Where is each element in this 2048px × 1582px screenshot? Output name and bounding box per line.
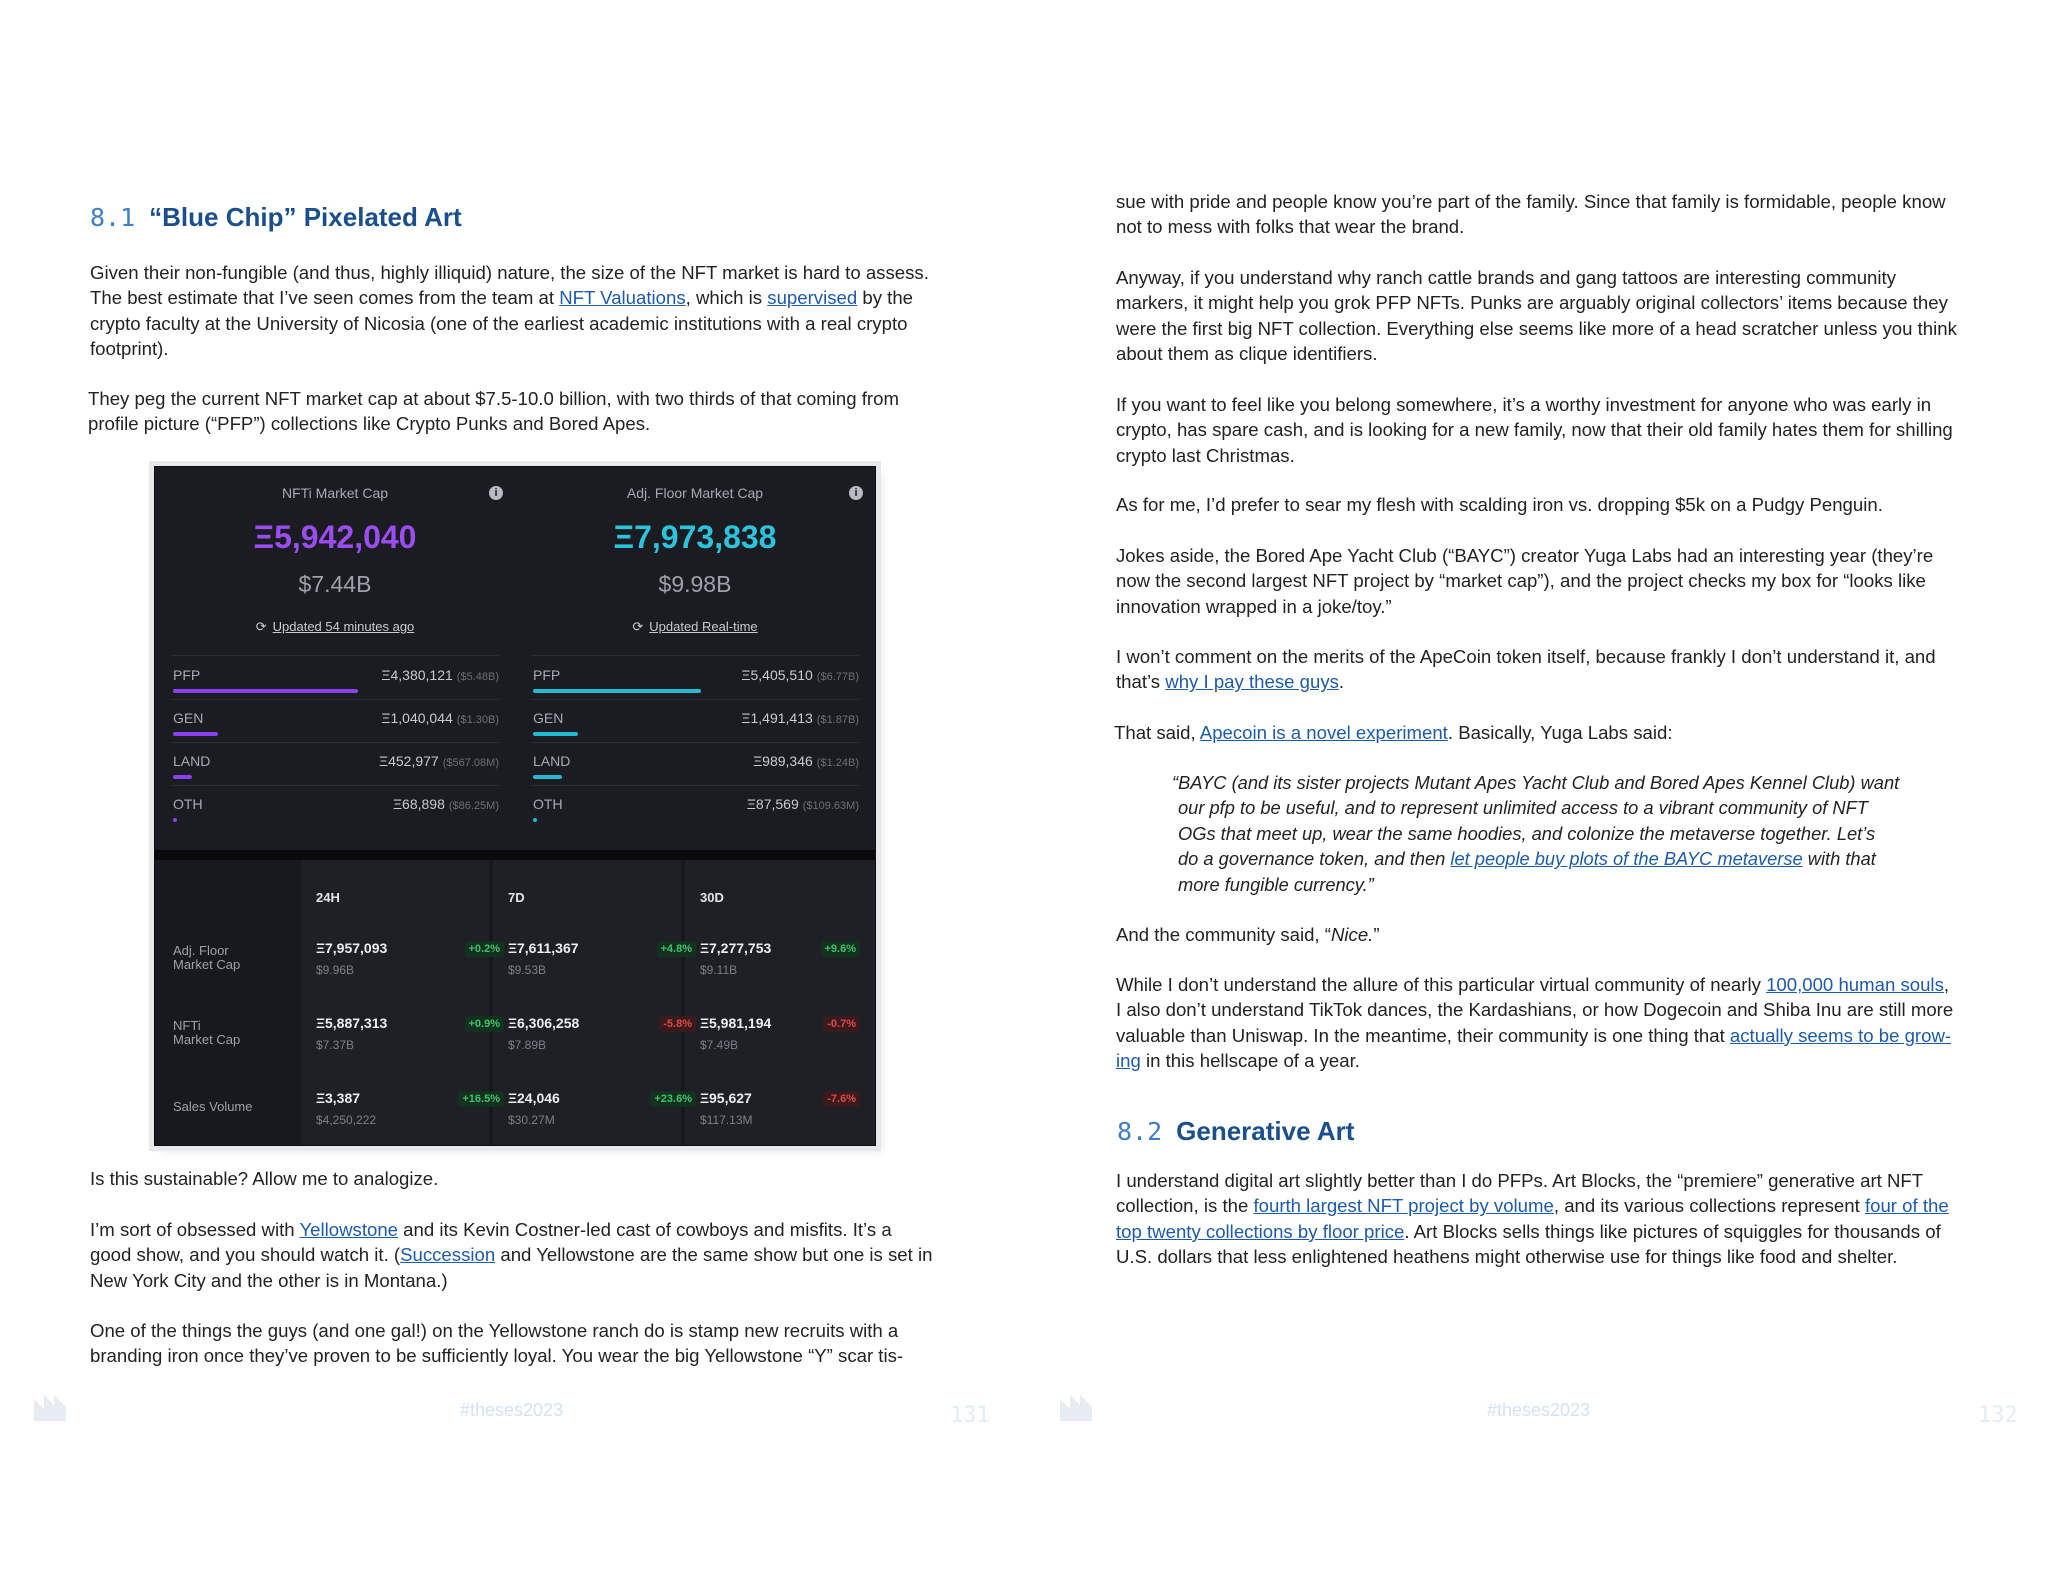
paragraph-yellowstone [90,1217,940,1293]
updated-text: Updated Real-time [649,619,758,634]
share-bar-fill [173,818,177,822]
text: While I don’t understand the allure of this particular virtual community of nearly [1116,974,1767,995]
row-usd: ($86.25M) [448,800,499,812]
share-bar-track [173,732,497,736]
row-value [747,796,859,812]
text: and Yellowstone are the same show but one is set in [495,1244,933,1266]
text: innovation wrapped in a joke/toy.” [1116,595,1392,617]
row-label: LAND [533,753,571,769]
cell-eth-value: Ξ24,046 [508,1090,560,1106]
cell-usd-value: $9.53B [508,963,547,977]
change-badge-down: -0.7% [823,1016,860,1032]
row-usd: ($109.63M) [802,800,859,812]
change-badge-up: +9.6% [821,941,861,957]
growing-link[interactable]: actually seems to be grow- [1729,1024,1952,1046]
text: about them as clique identifiers. [1116,343,1378,365]
text: Anyway, if you understand why ranch cattle brands and gang tattoos are interesting community [1116,267,1896,288]
brand-logo-icon [32,1393,68,1423]
row-label: LAND [173,753,211,769]
row-label: GEN [173,710,204,726]
footer-hashtag: #theses2023 [460,1400,564,1420]
updated-text: Updated 54 minutes ago [272,619,415,634]
divider [171,785,499,786]
nfti-market-cap-panel [155,467,515,850]
share-bar-fill [173,775,192,779]
panel-title: Adj. Floor Market Cap [626,485,764,501]
cell-usd-value: $7.49B [700,1038,739,1052]
paragraph-pudgy [1116,492,1996,517]
text: I understand digital art slightly better than I do PFPs. Art Blocks, the “premiere” generative art NFT [1116,1170,1924,1191]
panel-usd-value: $9.98B [658,571,732,597]
share-bar-fill [173,732,218,736]
row-eth: Ξ5,405,510 [741,667,813,683]
text: , [1943,974,1950,995]
text: markers, it might help you grok PFP NFTs. Punks are arguably original collectors’ items because they [1116,292,1948,314]
adj-floor-market-cap-panel [515,467,875,850]
row-eth: Ξ1,040,044 [381,710,453,726]
section-number: 8.1 [90,203,136,232]
share-bar-track [173,775,497,779]
text: Is this sustainable? Allow me to analogize. [90,1168,439,1189]
page-number: 131 [950,1403,990,1428]
row-value [381,667,499,683]
row-usd: ($567.08M) [442,757,499,769]
paragraph-belong [1116,392,1996,468]
row-eth: Ξ68,898 [392,796,445,812]
text: . Art Blocks sells things like pictures of squiggles for thousands of [1404,1220,1941,1242]
text: And the community said, “ [1116,924,1331,945]
text: now the second largest NFT project by “market cap”), and the project checks my box for “looks like [1116,570,1926,592]
text: “BAYC (and its sister projects Mutant Apes Yacht Club and Bored Apes Kennel Club) want [1172,772,1900,793]
cell-eth-value: Ξ7,611,367 [508,940,579,956]
section-title: “Blue Chip” Pixelated Art [149,202,462,232]
cell-eth-value: Ξ5,981,194 [700,1015,772,1031]
paragraph-branding [90,1318,940,1369]
cell-usd-value: $4,250,222 [316,1113,377,1127]
text: branding iron once they’ve proven to be sufficiently loyal. You wear the big Yellowstone “Y” scar tis- [90,1345,904,1367]
text: crypto last Christmas. [1116,444,1295,466]
panel-title: NFTi Market Cap [281,485,389,501]
text: They peg the current NFT market cap at about $7.5-10.0 billion, with two thirds of that coming from [88,388,899,409]
text: Given their non-fungible (and thus, highly illiquid) nature, the size of the NFT market is hard to assess. [90,262,929,283]
nft-market-dashboard [154,466,876,1146]
fourth-largest-link[interactable]: fourth largest NFT project by volume [1253,1195,1554,1217]
text: crypto faculty at the University of Nicosia (one of the earliest academic institutions with a real crypto [90,312,908,334]
column-header-30d: 30D [700,890,724,905]
share-bar-fill [533,689,701,693]
text: . [1338,671,1345,693]
row-label: PFP [533,667,561,683]
divider [171,655,499,656]
text: As for me, I’d prefer to sear my flesh with scalding iron vs. dropping $5k on a Pudgy Penguin. [1116,494,1883,515]
bayc-metaverse-link[interactable]: let people buy plots of the BAYC metaverse [1450,848,1803,870]
change-badge-up: +4.8% [657,941,697,957]
divider [531,655,859,656]
cell-eth-value: Ξ5,887,313 [316,1015,388,1031]
text: with that [1802,848,1876,870]
text: by the [857,287,914,309]
text: valuable than Uniswap. In the meantime, their community is one thing that [1116,1024,1730,1046]
change-badge-down: -5.8% [659,1016,696,1032]
text: OGs that meet up, wear the same hoodies, and colonize the metaverse together. Let’s [1178,822,1876,844]
text: , which is [685,287,768,309]
table-row-label: NFTi Market Cap [173,1018,241,1047]
change-badge-up: +0.2% [465,941,505,957]
panel-eth-value: Ξ7,973,838 [613,519,777,555]
text: , and its various collections represent [1553,1195,1865,1217]
row-value [753,753,859,769]
text: Nice. [1330,924,1374,945]
share-bar-track [533,732,857,736]
paragraph-market-cap [88,386,938,437]
column-header-24h: 24H [316,890,340,905]
refresh-icon: ⟳ [632,619,644,634]
share-bar-track [173,689,497,693]
text: not to mess with folks that wear the brand. [1116,216,1465,238]
divider [171,699,499,700]
share-bar-track [533,818,857,822]
row-label: OTH [533,796,563,812]
cell-eth-value: Ξ7,957,093 [316,940,388,956]
row-eth: Ξ452,977 [379,753,439,769]
row-eth: Ξ989,346 [753,753,813,769]
row-usd: ($1.30B) [456,714,499,726]
divider [531,785,859,786]
cell-eth-value: Ξ7,277,753 [700,940,772,956]
text: I’m sort of obsessed with [90,1219,300,1240]
text: I also don’t understand TikTok dances, the Kardashians, or how Dogecoin and Shiba Inu are still more [1116,999,1954,1021]
human-souls-link[interactable]: 100,000 human souls [1766,974,1944,995]
text: sue with pride and people know you’re part of the family. Since that family is formidable, people know [1116,191,1946,212]
text: U.S. dollars that less enlightened heathens might otherwise use for things like food and shelter. [1116,1246,1898,1268]
change-badge-up: +0.9% [465,1016,505,1032]
paragraph-cattle-brands [1116,265,1996,367]
divider [171,742,499,743]
cell-usd-value: $9.96B [316,963,355,977]
text: crypto, has spare cash, and is looking for a new family, now that their old family hates them for shilling [1116,419,1953,441]
text: good show, and you should watch it. ( [90,1244,401,1266]
text: New York City and the other is in Montana.) [90,1269,448,1291]
row-label: PFP [173,667,201,683]
four-of-the-link[interactable]: four of the [1864,1195,1949,1217]
share-bar-track [173,818,497,822]
divider [531,699,859,700]
row-value [741,710,859,726]
row-usd: ($1.24B) [816,757,859,769]
row-usd: ($1.87B) [816,714,859,726]
blockquote-yuga [1172,770,1972,897]
section-title: Generative Art [1176,1116,1355,1146]
row-eth: Ξ87,569 [746,796,799,812]
cell-usd-value: $117.13M [700,1113,753,1127]
text: ” [1373,924,1380,945]
cell-usd-value: $9.11B [700,963,738,977]
text: footprint). [90,338,169,360]
change-badge-up: +16.5% [458,1091,504,1107]
row-value [381,710,499,726]
change-badge-down: -7.6% [823,1091,860,1107]
text: and its Kevin Costner-led cast of cowboys and misfits. It’s a [398,1219,892,1240]
section-number: 8.2 [1117,1117,1163,1146]
text: collection, is the [1116,1195,1254,1217]
updated-link[interactable] [155,619,515,635]
text: One of the things the guys (and one gal!) on the Yellowstone ranch do is stamp new recruits with a [90,1320,899,1341]
paragraph-nice [1116,922,1996,947]
share-bar-fill [533,775,562,779]
cell-usd-value: $7.89B [508,1038,547,1052]
page-number: 132 [1978,1403,2018,1428]
paragraph-apecoin [1116,644,1996,695]
row-eth: Ξ4,380,121 [381,667,453,683]
row-label: GEN [533,710,564,726]
updated-link[interactable] [515,619,875,635]
text: The best estimate that I’ve seen comes from the team at [90,287,560,309]
row-value [393,796,499,812]
table-row-label: Sales Volume [173,1099,253,1114]
text: . Basically, Yuga Labs said: [1447,722,1673,743]
text: I won’t comment on the merits of the ApeCoin token itself, because frankly I don’t understand it, and [1116,646,1936,667]
text: in this hellscape of a year. [1140,1050,1360,1072]
divider [531,742,859,743]
row-eth: Ξ1,491,413 [741,710,813,726]
section-heading-8-2 [1117,1116,1354,1147]
succession-link[interactable]: Succession [400,1244,496,1266]
share-bar-track [533,689,857,693]
cell-usd-value: $30.27M [508,1113,555,1127]
text: That said, [1114,722,1200,743]
text: were the first big NFT collection. Everything else seems like more of a head scratcher unless you think [1116,317,1957,339]
nft-valuations-link[interactable]: NFT Valuations [559,287,686,309]
change-table [155,860,875,1145]
yellowstone-link[interactable]: Yellowstone [299,1219,399,1240]
top-twenty-link[interactable]: top twenty collections by floor price [1116,1220,1405,1242]
paragraph-that-said [1114,720,1994,745]
why-i-pay-link[interactable]: why I pay these guys [1165,671,1339,693]
paragraph-market-size [90,260,940,362]
text: our pfp to be useful, and to represent unlimited access to a vibrant community of NFT [1178,797,1868,819]
table-row-label: Adj. Floor Market Cap [173,943,241,972]
paragraph-community [1116,972,1996,1074]
row-usd: ($6.77B) [816,671,859,683]
text: do a governance token, and then [1178,848,1451,870]
cell-eth-value: Ξ3,387 [316,1090,361,1106]
row-label: OTH [173,796,203,812]
paragraph-family [1116,189,1996,240]
share-bar-fill [533,818,537,822]
text: Jokes aside, the Bored Ape Yacht Club (“BAYC”) creator Yuga Labs had an interesting year (they’re [1116,545,1934,566]
growing-link-cont[interactable]: ing [1116,1050,1141,1072]
row-value [741,667,859,683]
refresh-icon: ⟳ [255,619,267,634]
panel-eth-value: Ξ5,942,040 [253,519,417,555]
text: profile picture (“PFP”) collections like Crypto Punks and Bored Apes. [88,413,651,435]
text: that’s [1116,671,1166,693]
row-usd: ($5.48B) [456,671,499,683]
apecoin-experiment-link[interactable]: Apecoin is a novel experiment [1199,722,1448,743]
footer-hashtag: #theses2023 [1487,1400,1591,1420]
section-heading-8-1 [90,202,462,233]
text: If you want to feel like you belong somewhere, it’s a worthy investment for anyone who was early in [1116,394,1932,415]
text: more fungible currency.” [1178,873,1374,895]
panel-usd-value: $7.44B [298,571,372,597]
column-header-7d: 7D [508,890,525,905]
change-badge-up: +23.6% [650,1091,696,1107]
brand-logo-icon [1058,1393,1094,1423]
divider-band [155,850,875,860]
share-bar-fill [173,689,358,693]
paragraph-art-blocks [1116,1168,1996,1270]
info-icon[interactable]: i [489,486,503,500]
cell-eth-value: Ξ95,627 [700,1090,752,1106]
paragraph-bayc [1116,543,1996,619]
cell-eth-value: Ξ6,306,258 [508,1015,580,1031]
supervised-link[interactable]: supervised [767,287,858,309]
row-value [379,753,499,769]
share-bar-fill [533,732,578,736]
info-icon[interactable]: i [849,486,863,500]
share-bar-track [533,775,857,779]
paragraph-sustainable [90,1166,940,1191]
cell-usd-value: $7.37B [316,1038,355,1052]
